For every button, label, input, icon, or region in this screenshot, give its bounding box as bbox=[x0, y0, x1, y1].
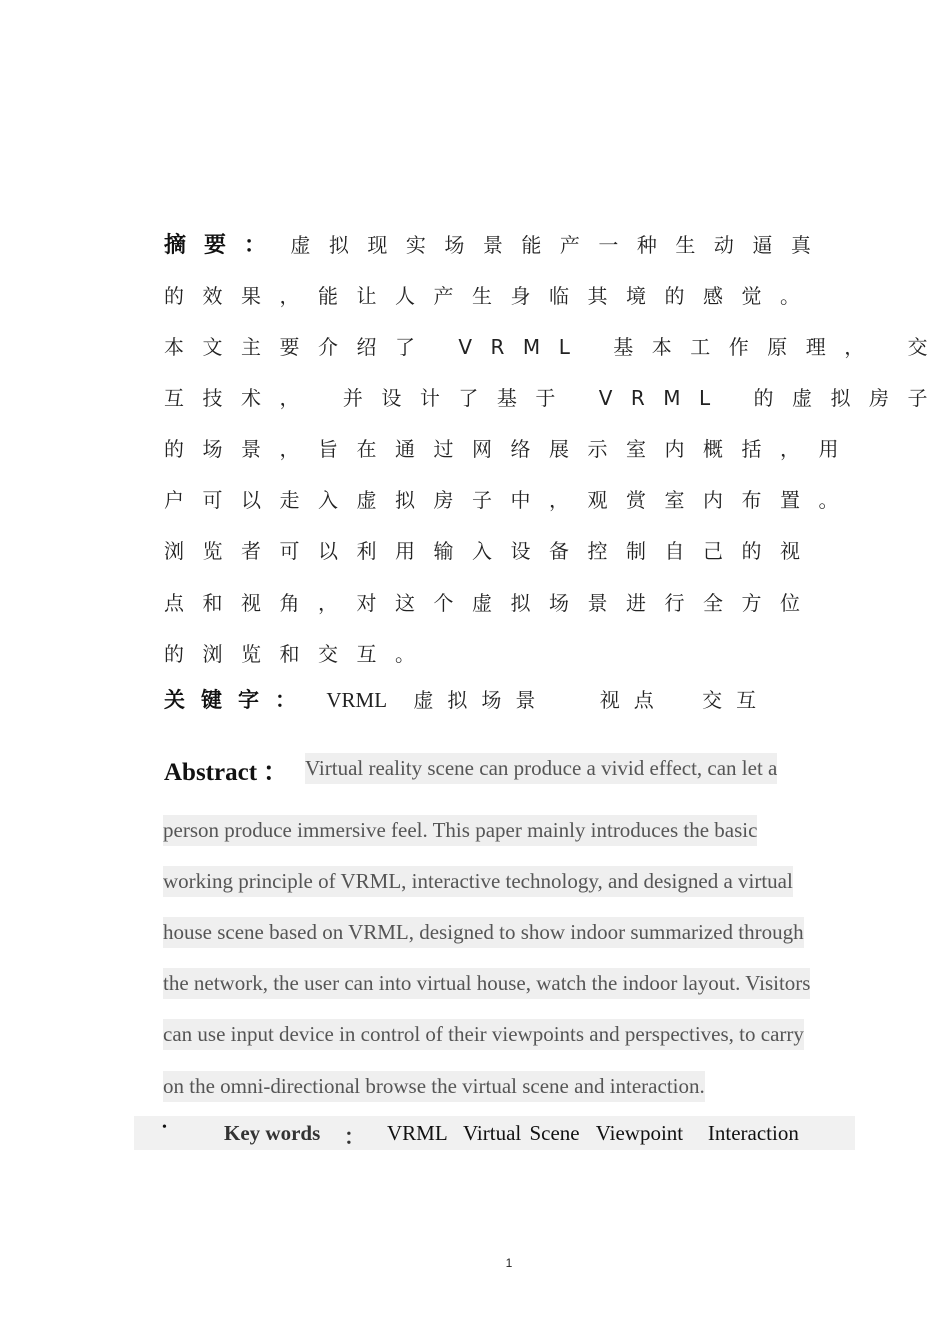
abstract-zh-line-7 bbox=[164, 535, 854, 564]
abstract-zh-line-2 bbox=[164, 280, 854, 309]
bullet-icon: • bbox=[162, 1120, 167, 1135]
abstract-zh-text: 户可以走入虚拟房子中，观赏室内布置。 bbox=[164, 488, 857, 512]
keyword-zh-item: 视点 bbox=[599, 688, 668, 712]
abstract-en-text: can use input device in control of their viewpoints and perspectives, to carry bbox=[163, 1019, 804, 1050]
keywords-zh-label: 关键字： bbox=[164, 688, 312, 712]
abstract-zh-text: 点和视角，对这个虚拟场景进行全方位 bbox=[164, 591, 819, 615]
abstract-zh-text: 互技术， 并设计了基于 VRML 的虚拟房子 bbox=[164, 386, 947, 410]
abstract-en-text: house scene based on VRML, designed to show indoor summarized through bbox=[163, 917, 804, 948]
keyword-zh-item: 虚拟场景 bbox=[413, 688, 550, 712]
abstract-en-heading-colon: ： bbox=[263, 759, 289, 786]
abstract-zh-heading: 摘要： bbox=[164, 233, 285, 258]
abstract-en-heading-text: Abstract bbox=[164, 759, 258, 786]
abstract-en-text: on the omni-directional browse the virtual scene and interaction. bbox=[163, 1071, 705, 1102]
abstract-en-text: person produce immersive feel. This paper mainly introduces the basic bbox=[163, 815, 757, 846]
abstract-en-line-2 bbox=[163, 818, 757, 843]
keywords-zh bbox=[164, 684, 770, 714]
keywords-en-colon: ： bbox=[344, 1125, 365, 1149]
abstract-zh-line-3 bbox=[164, 331, 947, 360]
abstract-en-line-6 bbox=[163, 1022, 804, 1047]
abstract-en-text: the network, the user can into virtual house, watch the indoor layout. Visitors bbox=[163, 968, 810, 999]
keywords-en-values: VRML Virtual Scene Viewpoint Interaction bbox=[387, 1121, 799, 1145]
abstract-en-line-5 bbox=[163, 971, 810, 996]
abstract-zh-line-4 bbox=[164, 382, 947, 411]
keywords-en-row bbox=[134, 1116, 855, 1150]
abstract-en-line-1 bbox=[305, 756, 777, 781]
abstract-en-text: Virtual reality scene can produce a vivid effect, can let a bbox=[305, 753, 777, 784]
abstract-zh-text: 浏览者可以利用输入设备控制自己的视 bbox=[164, 539, 819, 563]
abstract-zh-text: 的浏览和交互。 bbox=[164, 642, 434, 666]
abstract-zh-line-6 bbox=[164, 484, 857, 513]
page-number: 1 bbox=[505, 1256, 513, 1270]
abstract-zh-line-9 bbox=[164, 638, 854, 667]
abstract-en-text: working principle of VRML, interactive technology, and designed a virtual bbox=[163, 866, 793, 897]
keyword-zh-item: VRML bbox=[326, 688, 388, 712]
abstract-en-line-7 bbox=[163, 1074, 705, 1099]
abstract-zh-text: 虚拟现实场景能产一种生动逼真 bbox=[290, 233, 830, 257]
abstract-en-line-4 bbox=[163, 920, 804, 945]
keyword-zh-item: 交互 bbox=[702, 688, 771, 712]
keywords-en-label: Key words bbox=[224, 1121, 321, 1145]
abstract-zh-text: 本文主要介绍了 VRML 基本工作原理， 交 bbox=[164, 335, 947, 359]
abstract-zh-text: 的效果，能让人产生身临其境的感觉。 bbox=[164, 284, 819, 308]
abstract-zh-line-1 bbox=[164, 228, 854, 259]
abstract-en-line-3 bbox=[163, 869, 793, 894]
abstract-zh-line-8 bbox=[164, 587, 854, 616]
abstract-zh-text: 的场景，旨在通过网络展示室内概括，用 bbox=[164, 437, 857, 461]
abstract-zh-line-5 bbox=[164, 433, 857, 462]
abstract-en-heading bbox=[164, 752, 288, 788]
